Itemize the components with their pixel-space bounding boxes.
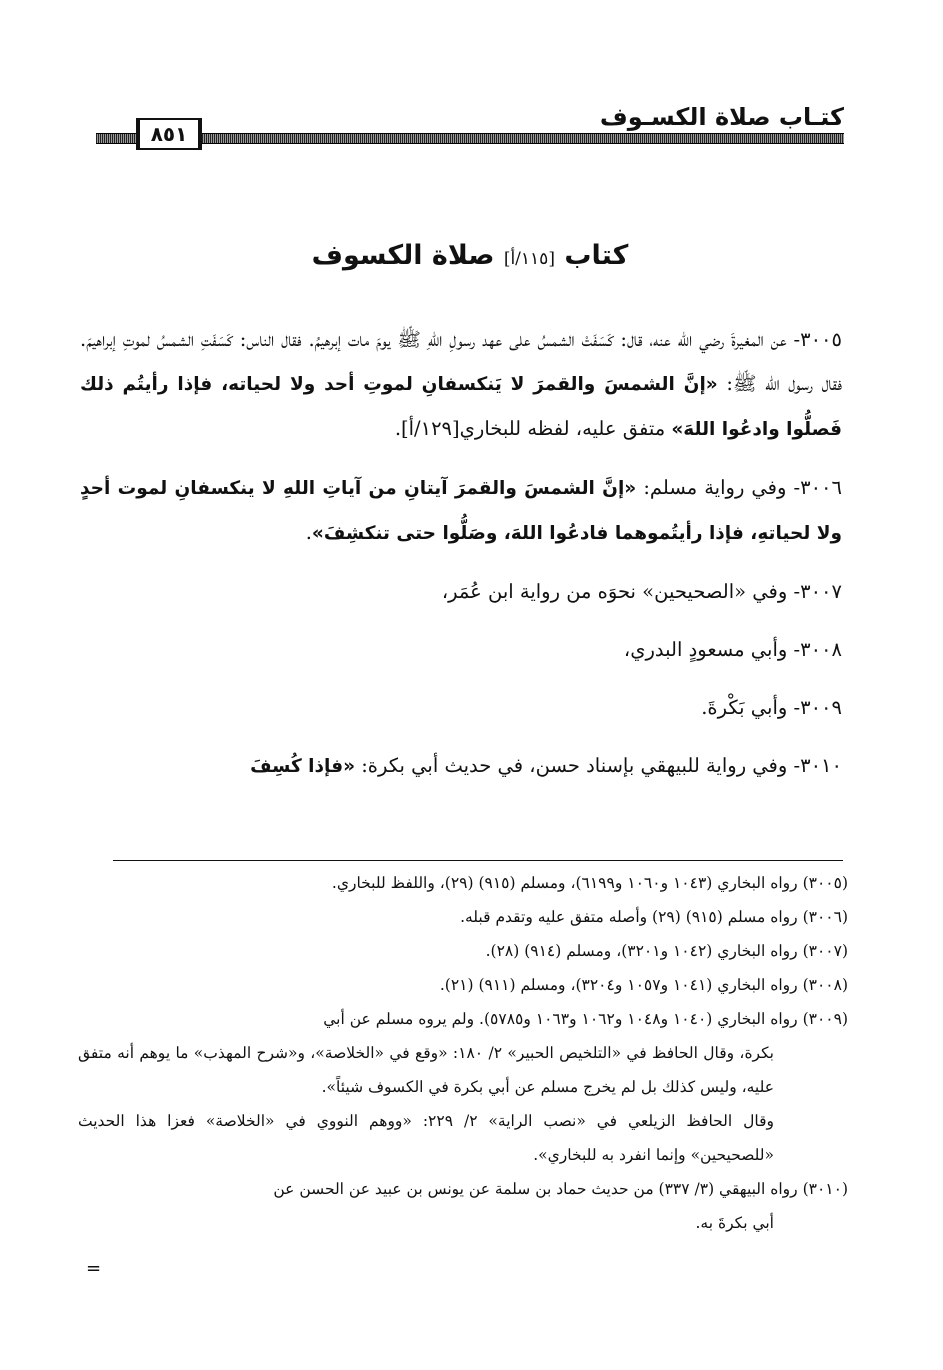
- footnote-3007: (٣٠٠٧) رواه البخاري (١٠٤٢ و٣٢٠١)، ومسلم (٩١٤) (٢٨).: [485, 942, 848, 960]
- hadith-number: ٣٠١٠-: [793, 754, 842, 777]
- footnote-3006: (٣٠٠٦) رواه مسلم (٩١٥) (٢٩) وأصله متفق عليه وتقدم قبله.: [460, 908, 848, 926]
- hadith-text: وفي «الصحيحين» نحوَه من رواية ابن عُمَر،: [441, 580, 794, 603]
- hadith-text: وأبي بَكْرةَ.: [701, 696, 794, 719]
- hadith-number: ٣٠٠٥-: [793, 328, 842, 351]
- footnotes: [78, 866, 848, 1240]
- footnote-separator: [113, 860, 843, 861]
- hadith-number: ٣٠٠٩-: [793, 696, 842, 719]
- hadith-quote: «إنَّ الشمسَ والقمرَ آيتانِ من آياتِ اللهِ لا ينكسفانِ لموت أحدٍ ولا لحياتهِ، فإذا رأيتُموهما فادعُوا اللهَ، وصَلُّوا حتى تنكشِفَ»: [80, 478, 842, 544]
- hadith-source: متفق عليه، لفظه للبخاري[١٢٩/أ].: [394, 417, 672, 440]
- hadith-3008: [80, 628, 842, 672]
- page-header: [96, 100, 844, 152]
- page-number: ٨٥١: [136, 118, 202, 150]
- footnote-3010: (٣٠١٠) رواه البيهقي (٣/ ٣٣٧) من حديث حماد بن سلمة عن يونس بن عبيد عن الحسن عن: [273, 1180, 848, 1198]
- hadith-3010: [80, 744, 842, 789]
- hadith-quote: «إنَّ الشمسَ والقمرَ لا يَنكسفانِ لموتِ أحد ولا لحياته، فإذا رأيتُم ذلك فَصلُّوا وادعُوا اللهَ»: [80, 374, 842, 440]
- book-title-name: صلاة الكسوف: [311, 240, 495, 271]
- hadith-text: وفي رواية مسلم:: [636, 476, 794, 499]
- book-title: [96, 236, 844, 279]
- hadith-3006: [80, 466, 842, 556]
- running-title: كتـاب صلاة الكسـوف: [599, 103, 844, 131]
- hadith-text: عن المغيرةَ رضي الله عنه، قال: كَسَفَتْ الشمسُ على عهد رسولِ اللهِ ﷺ يومَ مات إبرهيمُ. فقال الناس: كَسَفَتِ الشمسُ لموتِ إبراهيمَ. فقال رسول الله ﷺ:: [80, 328, 842, 395]
- header-rule: [96, 133, 844, 144]
- hadith-3005: [80, 318, 842, 452]
- manuscript-ref: [١١٥/أ]: [503, 249, 555, 269]
- hadith-number: ٣٠٠٧-: [793, 580, 842, 603]
- hadith-text: وفي رواية للبيهقي بإسناد حسن، في حديث أبي بكرة:: [355, 754, 794, 777]
- hadith-number: ٣٠٠٦-: [793, 476, 842, 499]
- continuation-mark: =: [86, 1258, 102, 1279]
- hadith-source: .: [305, 521, 312, 544]
- footnote-3009-zaylai: وقال الحافظ الزيلعي في «نصب الراية» ٢/ ٢٢٩: «ووهم النووي في «الخلاصة» فعزا هذا الحديث «للصحيحين» وإنما انفرد به للبخاري».: [78, 1112, 774, 1164]
- footnote-3009: (٣٠٠٩) رواه البخاري (١٠٤٠ و١٠٤٨ و١٠٦٢ و١٠٦٣ و٥٧٨٥). ولم يروه مسلم عن أبي: [323, 1010, 848, 1028]
- footnote-3005: (٣٠٠٥) رواه البخاري (١٠٤٣ و١٠٦٠ و٦١٩٩)، ومسلم (٩١٥) (٢٩)، واللفظ للبخاري.: [331, 874, 848, 892]
- footnote-3009-continued: بكرة، وقال الحافظ في «التلخيص الحبير» ٢/ ١٨٠: «وقع في «الخلاصة»، و«شرح المهذب» ما يوهم أنه متفق عليه، وليس كذلك بل لم يخرج مسلم عن أبي بكرة في الكسوف شيئاً».: [78, 1044, 774, 1096]
- hadith-number: ٣٠٠٨-: [793, 638, 842, 661]
- hadith-3007: [80, 570, 842, 614]
- hadith-3009: [80, 686, 842, 730]
- main-text: [80, 318, 842, 803]
- hadith-quote: «فإذا كُسِفَ: [250, 756, 356, 777]
- book-title-word: كتاب: [564, 240, 629, 271]
- hadith-text: وأبي مسعودٍ البدري،: [623, 638, 794, 661]
- footnote-3008: (٣٠٠٨) رواه البخاري (١٠٤١ و١٠٥٧ و٣٢٠٤)، ومسلم (٩١١) (٢١).: [439, 976, 848, 994]
- footnote-3010-continued: أبي بكرةَ به.: [695, 1214, 774, 1232]
